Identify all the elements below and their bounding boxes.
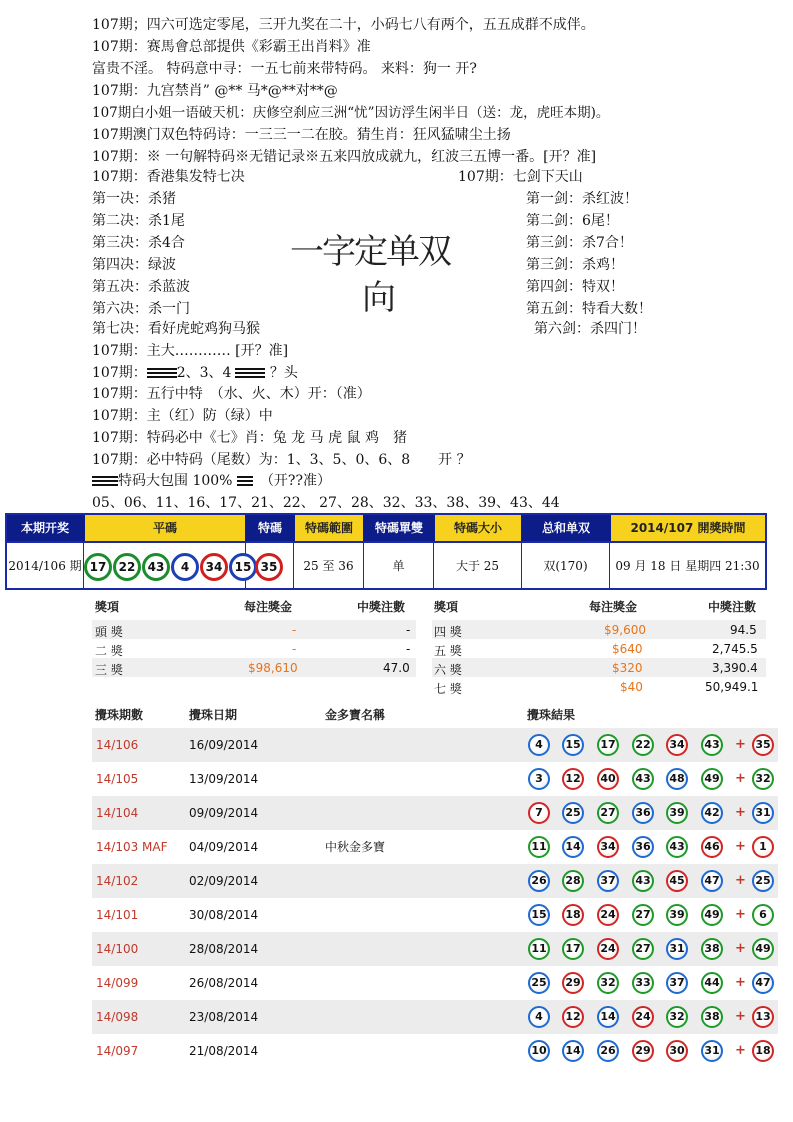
prize-amount: - [292, 642, 297, 656]
result-ball: 43 [701, 734, 723, 756]
result-ball: 25 [528, 972, 550, 994]
result-period: 14/101 [96, 908, 139, 922]
result-ball: 37 [666, 972, 688, 994]
text-line-main-big: 107期：主大………… [开？准] [92, 343, 289, 359]
text-line-3: 富贵不淫。 特码意中寻：一五七前来带特码。 来料：狗一 开? [92, 61, 477, 77]
prize-header-item-left: 獎項 [95, 600, 120, 614]
seven-right-5: 第四剑：特双！ [526, 279, 624, 295]
prize-name: 四 獎 [434, 625, 462, 639]
result-ball: 39 [666, 904, 688, 926]
result-period: 14/100 [96, 942, 139, 956]
text-line-seven-zodiac: 107期：特码必中《七》肖：兔 龙 马 虎 鼠 鸡 猪 [92, 430, 407, 446]
header-special-size: 特碼大小 [435, 515, 521, 541]
result-ball: 34 [597, 836, 619, 858]
result-period: 14/097 [96, 1044, 139, 1058]
result-ball: 38 [701, 1006, 723, 1028]
result-ball: 29 [632, 1040, 654, 1062]
result-row [92, 1034, 778, 1068]
result-period: 14/106 [96, 738, 139, 752]
header-regular-numbers: 平碼 [85, 515, 245, 541]
result-ball: 15 [562, 734, 584, 756]
result-special-ball: 25 [752, 870, 774, 892]
result-special-ball: 13 [752, 1006, 774, 1028]
result-ball: 49 [701, 904, 723, 926]
result-ball: 49 [701, 768, 723, 790]
result-row [92, 864, 778, 898]
result-ball: 26 [528, 870, 550, 892]
prize-amount: $320 [612, 661, 643, 675]
seven-right-4: 第三剑：杀鸡！ [526, 257, 624, 273]
header-special-range: 特碼範圍 [295, 515, 363, 541]
prize-amount: $9,600 [604, 623, 646, 637]
result-ball: 17 [597, 734, 619, 756]
result-date: 02/09/2014 [189, 874, 259, 888]
result-ball: 11 [528, 836, 550, 858]
result-ball: 43 [666, 836, 688, 858]
block-mark-icon [92, 476, 118, 486]
seven-right-6: 第五剑：特看大数！ [526, 301, 652, 317]
seven-left-4: 第四决：绿波 [92, 257, 176, 273]
result-row [92, 966, 778, 1000]
prize-amount: $640 [612, 642, 643, 656]
prize-count: - [406, 642, 411, 656]
result-special-ball: 35 [752, 734, 774, 756]
seven-right-2: 第二剑：6尾！ [526, 213, 619, 229]
result-ball: 11 [528, 938, 550, 960]
prize-amount: - [292, 623, 297, 637]
prize-count: - [406, 623, 411, 637]
plus-icon: + [735, 873, 746, 888]
result-ball: 26 [597, 1040, 619, 1062]
draw-result-table [5, 513, 767, 590]
result-special-ball: 49 [752, 938, 774, 960]
result-period: 14/098 [96, 1010, 139, 1024]
result-ball: 18 [562, 904, 584, 926]
result-ball: 17 [562, 938, 584, 960]
prize-header-count-left: 中獎注數 [357, 600, 406, 614]
result-row [92, 728, 778, 762]
prize-name: 七 獎 [434, 682, 462, 696]
result-ball: 42 [701, 802, 723, 824]
result-date: 16/09/2014 [189, 738, 259, 752]
result-ball: 27 [597, 802, 619, 824]
result-ball: 3 [528, 768, 550, 790]
result-ball: 14 [597, 1006, 619, 1028]
prize-name: 五 獎 [434, 644, 462, 658]
text-line-tail: 107期：必中特码（尾数）为：1、3、5、0、6、8 开 ？ [92, 452, 471, 468]
header-special-odd-even: 特碼單雙 [374, 521, 423, 535]
result-date: 09/09/2014 [189, 806, 259, 820]
plus-icon: + [735, 1043, 746, 1058]
result-period: 14/103 MAF [96, 840, 168, 854]
block-mark-icon [237, 476, 253, 486]
result-period: 14/102 [96, 874, 139, 888]
result-name: 中秋金多寶 [325, 840, 386, 854]
prize-band [432, 620, 766, 639]
special-ball-cell [246, 543, 294, 590]
result-ball: 48 [666, 768, 688, 790]
regular-ball-1: 17 [84, 553, 112, 581]
result-ball: 37 [597, 870, 619, 892]
result-ball: 27 [632, 938, 654, 960]
next-draw-time: 09 月 18 日 星期四 21:30 [615, 559, 760, 573]
result-ball: 32 [666, 1006, 688, 1028]
result-special-ball: 47 [752, 972, 774, 994]
result-row [92, 1000, 778, 1034]
prize-amount: $98,610 [248, 661, 298, 675]
prize-header-item-right: 獎項 [434, 600, 459, 614]
result-row [92, 830, 778, 864]
result-ball: 10 [528, 1040, 550, 1062]
prize-count: 47.0 [383, 661, 410, 675]
regular-ball-4: 4 [171, 553, 199, 581]
result-ball: 27 [632, 904, 654, 926]
result-ball: 36 [632, 836, 654, 858]
text-line-head: 107期： 2、3、4 ？头 [92, 365, 298, 381]
results-header-name: 金多寶名稱 [325, 708, 386, 722]
seven-right-7: 第六剑：杀四门！ [534, 321, 646, 337]
special-range: 25 至 36 [294, 543, 364, 590]
result-date: 30/08/2014 [189, 908, 259, 922]
result-row [92, 796, 778, 830]
result-special-ball: 31 [752, 802, 774, 824]
result-period: 14/105 [96, 772, 139, 786]
result-special-ball: 1 [752, 836, 774, 858]
seven-title-left: 107期：香港集发特七决 [92, 169, 245, 185]
result-ball: 43 [632, 870, 654, 892]
result-row [92, 932, 778, 966]
text-line-range: 特码大包围 100% （开??准） [92, 472, 331, 490]
draw-table-row [7, 543, 765, 590]
regular-ball-3: 43 [142, 553, 170, 581]
seven-right-3: 第三剑：杀7合！ [526, 235, 633, 251]
result-ball: 4 [528, 1006, 550, 1028]
result-ball: 14 [562, 836, 584, 858]
regular-ball-6: 15 [229, 553, 257, 581]
plus-icon: + [735, 805, 746, 820]
result-date: 23/08/2014 [189, 1010, 259, 1024]
seven-left-3: 第三决：杀4合 [92, 235, 185, 251]
results-header-date: 攪珠日期 [189, 708, 238, 722]
text-line-color: 107期：主（红）防（绿）中 [92, 408, 273, 424]
result-date: 21/08/2014 [189, 1044, 259, 1058]
result-ball: 31 [666, 938, 688, 960]
result-ball: 28 [562, 870, 584, 892]
text-line-1: 107期；四六可选定零尾，三开九奖在二十，小码七八有两个，五五成群不成伴。 [92, 17, 595, 33]
result-ball: 32 [597, 972, 619, 994]
header-next-draw-time: 2014/107 開獎時間 [611, 515, 765, 541]
prize-name: 二 獎 [95, 644, 123, 658]
prize-band [92, 620, 416, 639]
result-ball: 34 [666, 734, 688, 756]
results-header-period: 攪珠期數 [95, 708, 144, 722]
result-period: 14/099 [96, 976, 139, 990]
seven-left-1: 第一决：杀猪 [92, 191, 176, 207]
plus-icon: + [735, 907, 746, 922]
text-line-6: 107期澳门双色特码诗：一三三一二在胶。猜生肖：狂风猛啸尘土扬 [92, 127, 511, 143]
result-ball: 4 [528, 734, 550, 756]
seven-left-5: 第五决：杀蓝波 [92, 279, 190, 295]
result-ball: 31 [701, 1040, 723, 1062]
prize-count: 50,949.1 [705, 680, 759, 694]
text-line-7: 107期：※ 一句解特码※无错记录※五来四放成就九，红波三五博一番。[开？准] [92, 149, 597, 165]
prize-name: 頭 獎 [95, 625, 123, 639]
plus-icon: + [735, 941, 746, 956]
prize-amount: $40 [620, 680, 643, 694]
result-ball: 29 [562, 972, 584, 994]
prize-header-amount-left: 每注獎金 [244, 600, 293, 614]
text-line-number-list: 05、06、11、16、17、21、22、 27、28、32、33、38、39、43、44 [92, 495, 560, 511]
block-mark-icon [147, 368, 177, 378]
result-period: 14/104 [96, 806, 139, 820]
result-date: 04/09/2014 [189, 840, 259, 854]
text-line-5: 107期白小姐一语破天机：庆修空刹应三洲“忧”因访浮生闲半日（送：龙，虎旺本期)。 [92, 105, 610, 121]
result-ball: 36 [632, 802, 654, 824]
result-ball: 7 [528, 802, 550, 824]
header-sum-odd-even: 总和单双 [541, 521, 590, 535]
result-ball: 14 [562, 1040, 584, 1062]
plus-icon: + [735, 1009, 746, 1024]
prize-name: 三 獎 [95, 663, 123, 677]
seven-left-2: 第二决：杀1尾 [92, 213, 185, 229]
result-ball: 39 [666, 802, 688, 824]
draw-table-header [7, 515, 765, 543]
result-ball: 33 [632, 972, 654, 994]
result-ball: 46 [701, 836, 723, 858]
plus-icon: + [735, 975, 746, 990]
result-ball: 15 [528, 904, 550, 926]
prize-count: 94.5 [730, 623, 757, 637]
headline-direction: 向 [362, 278, 394, 318]
result-ball: 43 [632, 768, 654, 790]
results-header-result: 攪珠結果 [527, 708, 576, 722]
result-date: 26/08/2014 [189, 976, 259, 990]
block-mark-icon [235, 368, 265, 378]
result-ball: 12 [562, 768, 584, 790]
result-ball: 24 [597, 938, 619, 960]
result-ball: 30 [666, 1040, 688, 1062]
result-ball: 24 [597, 904, 619, 926]
seven-title-right: 107期：七剑下天山 [458, 169, 583, 185]
draw-period: 2014/106 期 [7, 543, 84, 590]
result-date: 28/08/2014 [189, 942, 259, 956]
special-size: 大于 25 [434, 543, 522, 590]
regular-ball-5: 34 [200, 553, 228, 581]
special-odd-even: 单 [364, 543, 434, 590]
result-row [92, 898, 778, 932]
headline-single-double: 一字定单双 [290, 232, 450, 272]
result-row [92, 762, 778, 796]
plus-icon: + [735, 771, 746, 786]
result-ball: 25 [562, 802, 584, 824]
result-ball: 12 [562, 1006, 584, 1028]
text-line-4: 107期：九宫禁肖” @** 马*@**对**@ [92, 83, 338, 99]
header-current-draw: 本期开奖 [20, 521, 69, 535]
regular-ball-2: 22 [113, 553, 141, 581]
result-ball: 24 [632, 1006, 654, 1028]
result-special-ball: 32 [752, 768, 774, 790]
result-ball: 45 [666, 870, 688, 892]
prize-count: 3,390.4 [712, 661, 758, 675]
seven-left-6: 第六决：杀一门 [92, 301, 190, 317]
prize-header-amount-right: 每注獎金 [589, 600, 638, 614]
sum-odd-even: 双(170) [522, 543, 610, 590]
result-ball: 44 [701, 972, 723, 994]
prize-count: 2,745.5 [712, 642, 758, 656]
result-special-ball: 6 [752, 904, 774, 926]
plus-icon: + [735, 839, 746, 854]
regular-balls [84, 543, 252, 590]
result-ball: 40 [597, 768, 619, 790]
result-ball: 22 [632, 734, 654, 756]
plus-icon: + [735, 737, 746, 752]
header-special-number: 特碼 [257, 521, 282, 535]
result-date: 13/09/2014 [189, 772, 259, 786]
seven-left-7: 第七决：看好虎蛇鸡狗马猴 [92, 321, 260, 337]
special-ball: 35 [255, 553, 283, 581]
text-line-five-elements: 107期：五行中特 （水、火、木）开：（准） [92, 386, 371, 402]
result-ball: 47 [701, 870, 723, 892]
result-special-ball: 18 [752, 1040, 774, 1062]
seven-right-1: 第一剑：杀红波！ [526, 191, 638, 207]
result-ball: 38 [701, 938, 723, 960]
text-line-2: 107期：赛馬會总部提供《彩霸王出肖料》准 [92, 39, 371, 55]
prize-header-count-right: 中獎注數 [708, 600, 757, 614]
prize-name: 六 獎 [434, 663, 462, 677]
